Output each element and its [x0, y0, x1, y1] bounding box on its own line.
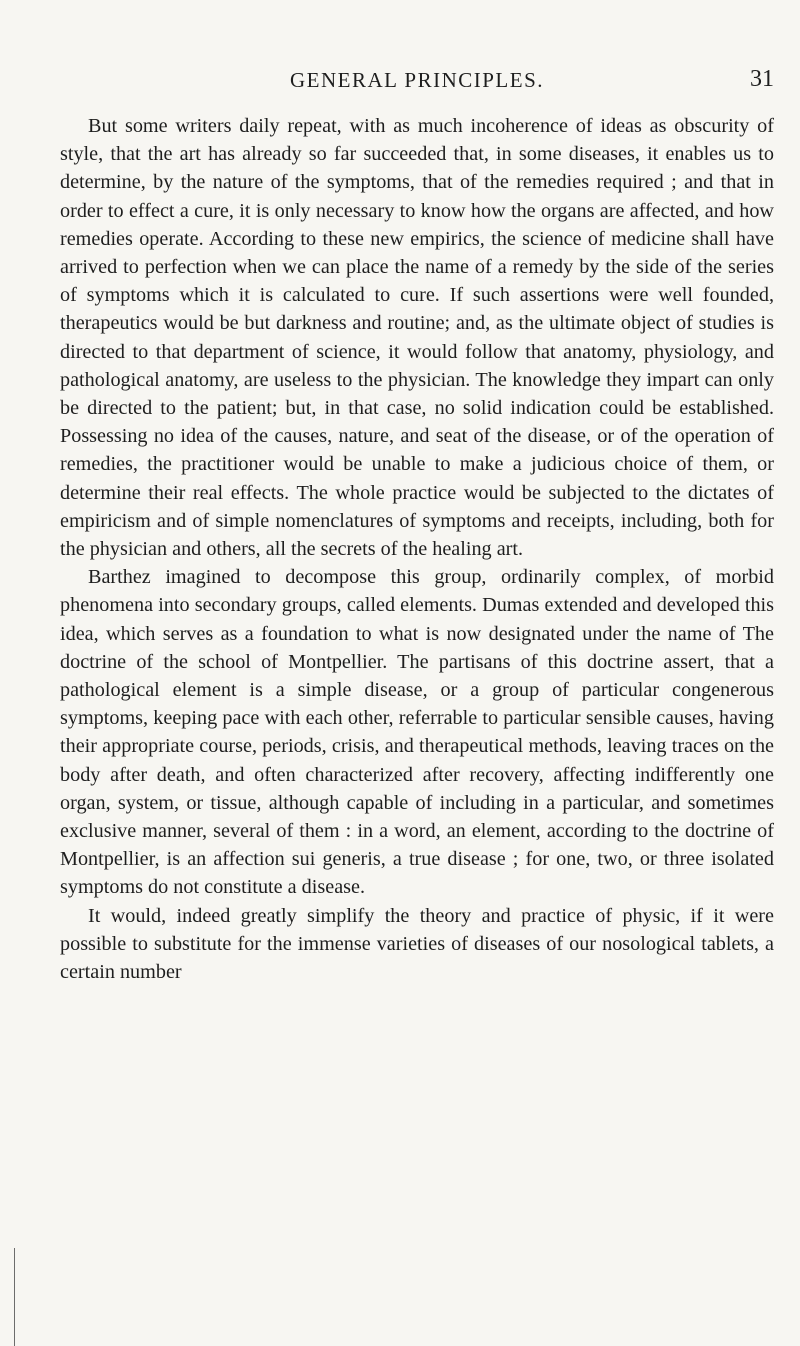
- running-head: [60, 68, 774, 98]
- paragraph-empirics: But some writers daily repeat, with as much incoherence of ideas as obscurity of style, that the art has already so far succeeded that, in some diseases, it enables us to determine, by the nature of the symptoms, that of the remedies required ; and that in order to effect a cure, it is only necessary to know how the organs are affected, and how remedies operate. According to these new empirics, the science of medicine shall have arrived to perfection when we can place the name of a remedy by the side of the series of symptoms which it is calculated to cure. If such assertions were well founded, therapeutics would be but darkness and routine; and, as the ultimate object of studies is directed to that department of science, it would follow that anatomy, physiology, and pathological anatomy, are useless to the physician. The knowledge they impart can only be directed to the patient; but, in that case, no solid indication could be established. Possessing no idea of the causes, nature, and seat of the disease, or of the operation of remedies, the practitioner would be unable to make a judicious choice of them, or determine their real effects. The whole practice would be subjected to the dictates of empiricism and of simple nomenclatures of symptoms and receipts, including, both for the physician and others, all the secrets of the healing art.: [60, 115, 774, 561]
- page-number: 31: [750, 66, 774, 92]
- paragraph-simplify: It would, indeed greatly simplify the theory and practice of physic, if it were possible to substitute for the immense varieties of diseases of our nosological tablets, a certain number: [60, 904, 774, 984]
- binding-edge-line: [14, 1248, 15, 1346]
- running-title: GENERAL PRINCIPLES.: [289, 68, 545, 92]
- paragraph-elements-doctrine: Barthez imagined to decompose this group, ordinarily complex, of morbid phenomena into secondary groups, called elements. Dumas extended and developed this idea, which serves as a foundation to what is now designated under the name of The doctrine of the school of Montpellier. The partisans of this doctrine assert, that a pathological element is a simple disease, or a group of particular congenerous symptoms, keeping pace with each other, referrable to particular sensible causes, having their appropriate course, periods, crisis, and therapeutical methods, leaving traces on the body after death, and often characterized after recovery, affecting indifferently one organ, system, or tissue, although capable of including in a particular, and sometimes exclusive manner, several of them : in a word, an element, according to the doctrine of Montpellier, is an affection sui generis, a true disease ; for one, two, or three isolated symptoms do not constitute a disease.: [60, 566, 774, 899]
- body-text: [60, 112, 774, 986]
